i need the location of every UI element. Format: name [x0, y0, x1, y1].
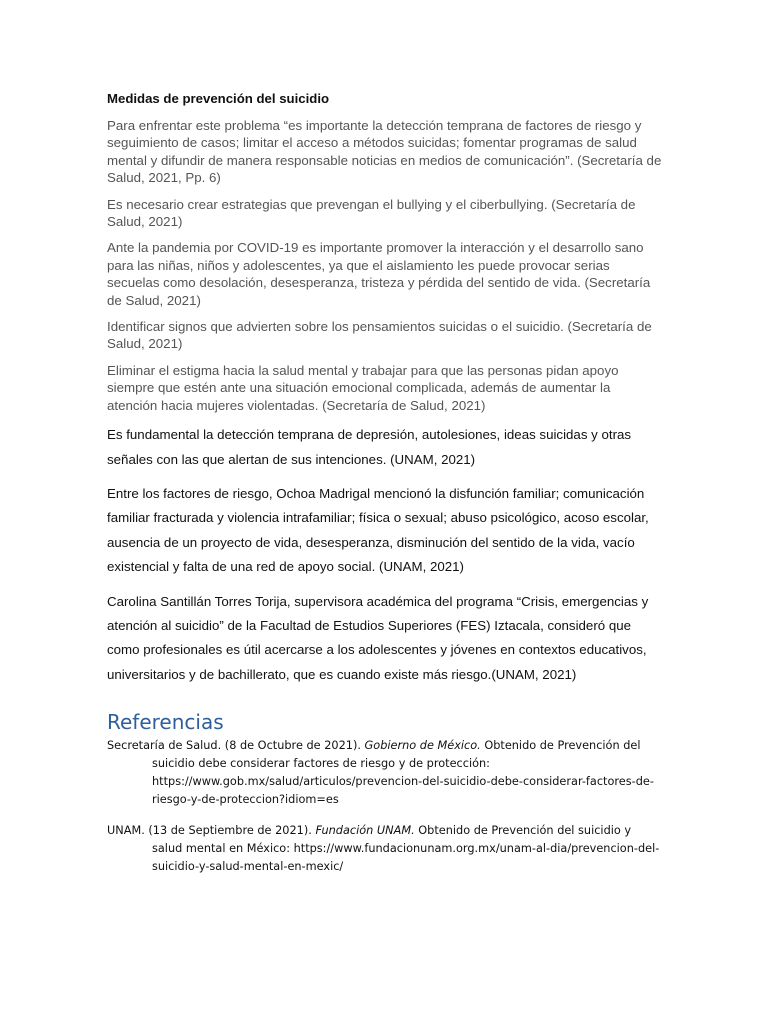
- section-heading: Medidas de prevención del suicidio: [107, 91, 330, 106]
- document-body: [107, 90, 662, 889]
- reference-entry: [107, 737, 662, 809]
- paragraph-warning-signs: Identificar signos que advierten sobre los pensamientos suicidas o el suicidio. (Secretaría de Salud, 2021): [107, 319, 652, 352]
- paragraph-bullying: Es necesario crear estrategias que prevengan el bullying y el ciberbullying. (Secretaría de Salud, 2021): [107, 196, 636, 230]
- paragraph-early-detection: Para enfrentar este problema “es importante la detección temprana de factores de riesgo y seguimiento de casos; limitar el acceso a métodos suicidas; fomentar programas de salud mental y difundir de manera responsable noticias en medios de comunicación”. (Secretaría de Salud, 2021, Pp. 6): [107, 118, 662, 186]
- reference-lead: Secretaría de Salud. (8 de Octubre de 2021).: [107, 739, 365, 753]
- reference-source: Fundación UNAM.: [315, 824, 415, 838]
- reference-rest: Obtenido de Prevención del suicidio y salud mental en México: https://www.fundacionunam.org.mx/unam-al-dia/prevencion-del-suicidio-y-salud-mental-en-mexic/: [152, 824, 660, 874]
- reference-rest: Obtenido de Prevención del suicidio debe considerar factores de riesgo y de protección: https://www.gob.mx/salud/articulos/prevencion-del-suicidio-debe-considerar-factores-de-riesgo-y-de-proteccion?idiom=es: [152, 739, 654, 807]
- paragraph-depression-detection: Es fundamental la detección temprana de depresión, autolesiones, ideas suicidas y otras señales con las que alertan de sus intenciones. (UNAM, 2021): [107, 427, 632, 467]
- reference-lead: UNAM. (13 de Septiembre de 2021).: [107, 824, 316, 838]
- reference-source: Gobierno de México.: [364, 739, 481, 753]
- reference-entry: [107, 822, 662, 876]
- references-title: Referencias: [107, 710, 224, 735]
- paragraph-santillan: Carolina Santillán Torres Torija, supervisora académica del programa “Crisis, emergencias y atención al suicidio” de la Facultad de Estudios Superiores (FES) Iztacala, consideró que como profesionales es útil acercarse a los adolescentes y jóvenes en contextos educativos, universitarios y de bachillerato, que es cuando existe más riesgo.(UNAM, 2021): [107, 593, 649, 682]
- paragraph-risk-factors: Entre los factores de riesgo, Ochoa Madrigal mencionó la disfunción familiar; comunicación familiar fracturada y violencia intrafamiliar; física o sexual; abuso psicológico, acoso escolar, ausencia de un proyecto de vida, desesperanza, disminución del sentido de la vida, vacío existencial y falta de una red de apoyo social. (UNAM, 2021): [107, 485, 649, 575]
- paragraph-stigma: Eliminar el estigma hacia la salud mental y trabajar para que las personas pidan apoyo siempre que estén ante una situación emocional complicada, además de aumentar la atención hacia mujeres violentadas. (Secretaría de Salud, 2021): [107, 362, 619, 413]
- paragraph-covid: Ante la pandemia por COVID-19 es importante promover la interacción y el desarrollo sano para las niñas, niños y adolescentes, ya que el aislamiento les puede provocar serias secuelas como desolación, desesperanza, tristeza y pérdida del sentido de vida. (Secretaría de Salud, 2021): [107, 240, 651, 308]
